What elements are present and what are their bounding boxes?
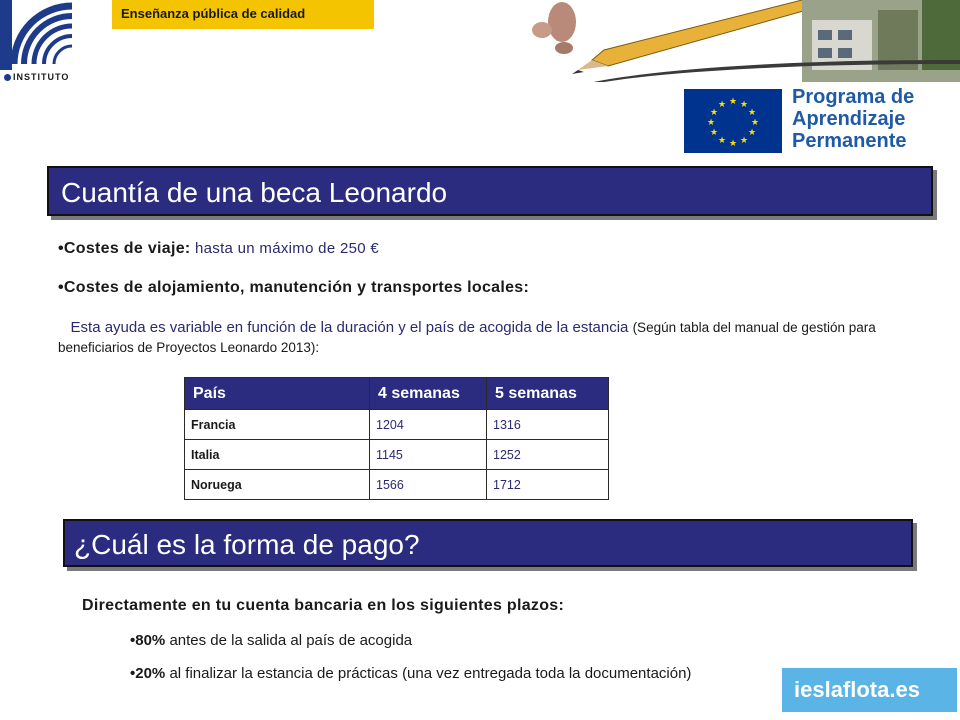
table-cell-value: 1204 [370,410,487,440]
grant-explanation [58,318,918,358]
logo-dot-icon [4,74,11,81]
table-row [185,470,609,500]
table-cell-value: 1566 [370,470,487,500]
header-photo-banner [382,0,960,82]
tagline: Enseñanza pública de calidad [112,0,374,29]
section-title-text: Cuantía de una beca Leonardo [61,177,448,208]
svg-text:★: ★ [717,136,727,146]
svg-text:★: ★ [750,118,760,128]
table-header-5-weeks: 5 semanas [487,378,609,410]
svg-text:★: ★ [747,128,757,138]
svg-text:★: ★ [706,118,716,128]
payment-intro: Directamente en tu cuenta bancaria en los siguientes plazos: [82,597,565,614]
table-header-4-weeks: 4 semanas [370,378,487,410]
eu-programme-logo [684,86,944,154]
eu-line-3: Permanente [792,130,907,152]
payment-item-20 [130,665,691,682]
travel-costs-bullet [58,240,379,258]
table-cell-country: Italia [185,440,370,470]
section-title-grant-amount [47,166,933,216]
table-cell-country: Noruega [185,470,370,500]
svg-text:★: ★ [709,128,719,138]
section-title-text: ¿Cuál es la forma de pago? [74,529,420,560]
school-logo [0,0,92,88]
table-header-country: País [185,378,370,410]
svg-text:★: ★ [739,100,749,110]
table-cell-value: 1252 [487,440,609,470]
accommodation-costs-bullet: •Costes de alojamiento, manutención y transportes locales: [58,279,530,296]
eu-programme-text [792,86,914,152]
eu-line-2: Aprendizaje [792,108,906,130]
eu-flag-icon [684,89,782,153]
eu-line-1: Programa de [792,86,915,108]
table-cell-value: 1316 [487,410,609,440]
grant-table [184,377,609,500]
payment-item-percent: •80% [130,632,166,649]
website-badge: ieslaflota.es [782,668,957,712]
grant-explanation-note: (Según tabla del manual de gestión para beneficiarios de Proyectos Leonardo 2013): [58,320,876,355]
svg-text:★: ★ [728,97,738,107]
section-title-payment [63,519,913,567]
table-row [185,440,609,470]
svg-text:★: ★ [739,136,749,146]
travel-costs-value: hasta un máximo de 250 € [190,240,379,257]
logo-text [4,72,69,82]
grant-explanation-main: Esta ayuda es variable en función de la duración y el país de acogida de la estancia [70,319,633,336]
table-row [185,410,609,440]
logo-label: INSTITUTO [13,72,70,82]
payment-item-text: antes de la salida al país de acogida [165,632,413,649]
svg-text:★: ★ [747,108,757,118]
svg-text:★: ★ [728,139,738,149]
table-cell-value: 1712 [487,470,609,500]
svg-text:★: ★ [709,108,719,118]
logo-arcs-icon [0,0,92,72]
payment-item-percent: •20% [130,665,166,682]
payment-item-text: al finalizar la estancia de prácticas (una vez entregada toda la documentación) [165,665,692,682]
table-cell-value: 1145 [370,440,487,470]
table-cell-country: Francia [185,410,370,440]
svg-text:★: ★ [717,100,727,110]
payment-item-80 [130,632,412,649]
travel-costs-label: •Costes de viaje: [58,240,191,257]
table-header-row [185,378,609,410]
